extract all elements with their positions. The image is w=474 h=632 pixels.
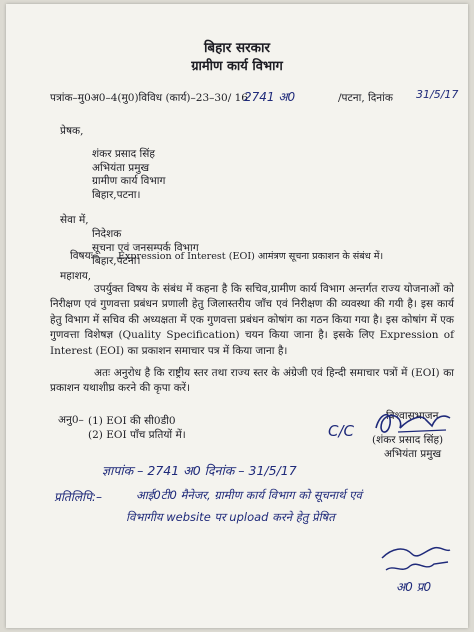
body-paragraph-1: उपर्युक्त विषय के संबंध में कहना है कि सचिव,ग्रामीण कार्य विभाग अन्तर्गत राज्य योजनाओं को निरीक्षण एवं गुणवत्ता प्रबंधन प्रणाली हेतु जिलास्तरीय जाँच एवं निरीक्षण की व्यवस्था की गयी है। इस कार्य हेतु विभाग में सचिव की अध्यक्षता में एक गुणवत्ता प्रबंधन कोषांग का गठन किया गया है। इस कोषांग में एक गुणवत्ता विशेषज्ञ (Quality Specification) चयन किया जाना है। इसके लिए Expression of Interest (EOI) का प्रकाशन समाचार पत्र में किया जाना है।	[50, 283, 454, 357]
place-date-label: /पटना, दिनांक	[338, 92, 393, 104]
letter-number: पत्रांक–मु0अ0–4(मु0)विविध (कार्य)–23–30/ 16	[50, 92, 248, 104]
enclosure-label: अनु0–	[58, 414, 84, 426]
subject-label: विषयः–	[70, 250, 99, 262]
handwritten-memo-line: ज्ञापांक – 2741 अ0 दिनांक – 31/5/17	[102, 463, 297, 478]
recipient-department: सूचना एवं जनसम्पर्क विभाग	[92, 241, 199, 254]
handwritten-copy-line-2: विभागीय website पर upload करने हेतु प्रेषित	[126, 510, 335, 524]
letterhead-government: बिहार सरकार	[203, 40, 271, 56]
cc-mark: C/C	[328, 422, 355, 440]
handwritten-date: 31/5/17	[416, 88, 459, 101]
body-paragraph-2: अतः अनुरोध है कि राष्ट्रीय स्तर तथा राज्य स्तर के अंग्रेजी एवं हिन्दी समाचार पत्रों में (EOI) का प्रकाशन यथाशीघ्र करने की कृपा करें।	[50, 367, 454, 395]
salutation: महाशय,	[60, 270, 92, 282]
closing-label: विश्वासभाजन	[386, 410, 439, 422]
enclosure-item: (2) EOI पाँच प्रतियों में।	[88, 429, 186, 441]
recipient-address: बिहार,पटना।	[92, 255, 141, 267]
enclosure-list	[88, 414, 186, 442]
bottom-signature-mark	[378, 540, 454, 580]
handwritten-letter-number: 2741 अ0	[244, 90, 296, 104]
recipient-label: सेवा में,	[60, 214, 89, 226]
sender-block	[92, 148, 165, 202]
letter-page	[6, 4, 468, 628]
recipient-title: निदेशक	[92, 228, 122, 240]
closing-name: (शंकर प्रसाद सिंह)	[372, 434, 444, 446]
sender-department: ग्रामीण कार्य विभाग	[92, 175, 166, 187]
handwritten-copy-label: प्रतिलिपि:–	[54, 490, 102, 504]
handwritten-copy-line-1: आई0टी0 मैनेजर, ग्रामीण कार्य विभाग को सूचनार्थ एवं	[136, 488, 362, 502]
sender-address: बिहार,पटना।	[92, 188, 141, 201]
closing-designation: अभियंता प्रमुख	[384, 448, 442, 460]
letterhead-department: ग्रामीण कार्य विभाग	[191, 59, 283, 74]
sender-designation: अभियंता प्रमुख	[92, 161, 150, 174]
enclosure-item: (1) EOI की सी0डी0	[88, 415, 176, 427]
sender-label: प्रेषक,	[60, 125, 84, 137]
sender-name: शंकर प्रसाद सिंह	[92, 148, 155, 160]
subject-text: Expression of Interest (EOI) आमंत्रण सूचना प्रकाशन के संबंध में।	[118, 251, 384, 262]
handwritten-designation: अ0 प्र0	[396, 580, 432, 594]
